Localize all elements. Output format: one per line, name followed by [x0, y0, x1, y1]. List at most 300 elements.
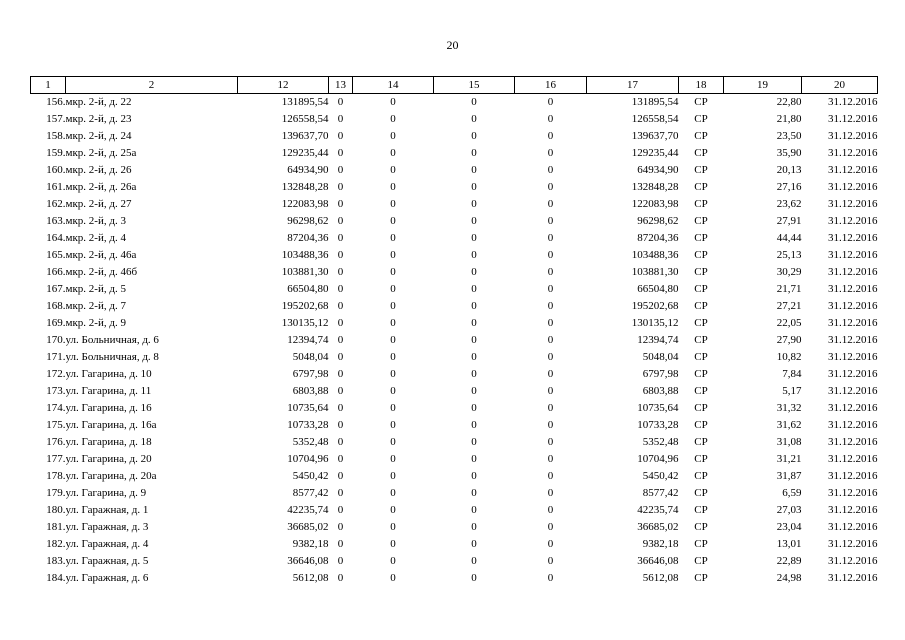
address-cell: мкр. 2-й, д. 3: [65, 215, 126, 227]
value-col17-cell: 36646,08: [637, 555, 679, 567]
value-col13-cell: 0: [337, 266, 344, 278]
value-col13-cell: 0: [337, 283, 344, 295]
value-col16-cell: 0: [547, 351, 554, 363]
value-col12-cell: 9382,18: [292, 538, 329, 550]
code-col18-cell: СР: [694, 317, 708, 329]
value-col15-cell: 0: [471, 96, 477, 108]
value-col13-cell: 0: [337, 113, 344, 125]
row-number-cell: 159.: [46, 147, 66, 159]
value-col15-cell: 0: [471, 368, 477, 380]
value-col19-cell: 27,90: [776, 334, 802, 346]
address-cell: ул. Гагарина, д. 20а: [65, 470, 157, 482]
value-col17-cell: 6803,88: [642, 385, 679, 397]
table-row: [31, 315, 878, 332]
value-col15-cell: 0: [471, 572, 477, 584]
row-number-cell: 172.: [46, 368, 66, 380]
value-col12-cell: 5612,08: [292, 572, 329, 584]
value-col16-cell: 0: [547, 487, 554, 499]
value-col19-cell: 35,90: [776, 147, 802, 159]
value-col14-cell: 0: [390, 266, 396, 278]
date-col20-cell: 31.12.2016: [828, 96, 878, 108]
value-col14-cell: 0: [390, 232, 396, 244]
code-col18-cell: СР: [694, 453, 708, 465]
value-col19-cell: 31,87: [776, 470, 802, 482]
value-col14-cell: 0: [390, 385, 396, 397]
table-row: [31, 94, 878, 112]
value-col16-cell: 0: [547, 385, 554, 397]
value-col15-cell: 0: [471, 470, 477, 482]
value-col19-cell: 22,80: [776, 96, 802, 108]
value-col15-cell: 0: [471, 521, 477, 533]
value-col13-cell: 0: [337, 436, 344, 448]
date-col20-cell: 31.12.2016: [828, 283, 878, 295]
code-col18-cell: СР: [694, 232, 708, 244]
table-row: [31, 162, 878, 179]
value-col17-cell: 8577,42: [642, 487, 679, 499]
value-col17-cell: 129235,44: [631, 147, 679, 159]
value-col14-cell: 0: [390, 130, 396, 142]
code-col18-cell: СР: [694, 266, 708, 278]
code-col18-cell: СР: [694, 555, 708, 567]
value-col13-cell: 0: [337, 419, 344, 431]
value-col15-cell: 0: [471, 249, 477, 261]
value-col12-cell: 10733,28: [287, 419, 329, 431]
value-col19-cell: 24,98: [776, 572, 802, 584]
row-number-cell: 168.: [46, 300, 66, 312]
date-col20-cell: 31.12.2016: [828, 538, 878, 550]
date-col20-cell: 31.12.2016: [828, 215, 878, 227]
table-row: [31, 468, 878, 485]
date-col20-cell: 31.12.2016: [828, 368, 878, 380]
value-col12-cell: 5450,42: [292, 470, 329, 482]
value-col16-cell: 0: [547, 334, 554, 346]
date-col20-cell: 31.12.2016: [828, 385, 878, 397]
table-row: [31, 536, 878, 553]
value-col17-cell: 195202,68: [631, 300, 679, 312]
code-col18-cell: СР: [694, 504, 708, 516]
row-number-cell: 177.: [46, 453, 66, 465]
value-col16-cell: 0: [547, 436, 554, 448]
value-col15-cell: 0: [471, 232, 477, 244]
value-col12-cell: 6803,88: [292, 385, 329, 397]
row-number-cell: 163.: [46, 215, 66, 227]
table-row: [31, 213, 878, 230]
date-col20-cell: 31.12.2016: [828, 419, 878, 431]
value-col16-cell: 0: [547, 402, 554, 414]
row-number-cell: 166.: [46, 266, 66, 278]
row-number-cell: 173.: [46, 385, 66, 397]
value-col13-cell: 0: [337, 96, 344, 108]
address-cell: ул. Гагарина, д. 18: [65, 436, 152, 448]
value-col14-cell: 0: [390, 368, 396, 380]
value-col19-cell: 30,29: [776, 266, 802, 278]
code-col18-cell: СР: [694, 198, 708, 210]
date-col20-cell: 31.12.2016: [828, 232, 878, 244]
address-cell: мкр. 2-й, д. 26: [65, 164, 132, 176]
address-cell: ул. Гаражная, д. 6: [65, 572, 149, 584]
date-col20-cell: 31.12.2016: [828, 351, 878, 363]
table-row: [31, 196, 878, 213]
value-col17-cell: 10704,96: [637, 453, 679, 465]
table-row: [31, 230, 878, 247]
date-col20-cell: 31.12.2016: [828, 504, 878, 516]
value-col14-cell: 0: [390, 572, 396, 584]
address-cell: ул. Гагарина, д. 16а: [65, 419, 157, 431]
value-col12-cell: 129235,44: [281, 147, 329, 159]
row-number-cell: 179.: [46, 487, 66, 499]
value-col15-cell: 0: [471, 436, 477, 448]
value-col14-cell: 0: [390, 164, 396, 176]
address-cell: ул. Гагарина, д. 10: [65, 368, 152, 380]
value-col14-cell: 0: [390, 487, 396, 499]
value-col16-cell: 0: [547, 147, 554, 159]
row-number-cell: 162.: [46, 198, 66, 210]
value-col14-cell: 0: [390, 521, 396, 533]
column-header: 16: [515, 77, 587, 94]
row-number-cell: 182.: [46, 538, 66, 550]
value-col12-cell: 131895,54: [281, 96, 329, 108]
table-row: [31, 349, 878, 366]
value-col16-cell: 0: [547, 555, 554, 567]
value-col15-cell: 0: [471, 334, 477, 346]
value-col14-cell: 0: [390, 198, 396, 210]
value-col19-cell: 44,44: [776, 232, 802, 244]
value-col15-cell: 0: [471, 555, 477, 567]
value-col13-cell: 0: [337, 317, 344, 329]
value-col16-cell: 0: [547, 249, 554, 261]
address-cell: ул. Больничная, д. 6: [65, 334, 159, 346]
code-col18-cell: СР: [694, 419, 708, 431]
value-col12-cell: 42235,74: [287, 504, 329, 516]
value-col12-cell: 66504,80: [287, 283, 329, 295]
value-col19-cell: 31,62: [776, 419, 802, 431]
value-col12-cell: 126558,54: [281, 113, 329, 125]
value-col19-cell: 27,91: [776, 215, 802, 227]
column-header: 12: [238, 77, 329, 94]
value-col14-cell: 0: [390, 504, 396, 516]
address-cell: мкр. 2-й, д. 24: [65, 130, 132, 142]
date-col20-cell: 31.12.2016: [828, 147, 878, 159]
row-number-cell: 183.: [46, 555, 66, 567]
table-row: [31, 179, 878, 196]
address-cell: ул. Гагарина, д. 11: [65, 385, 152, 397]
table-row: [31, 485, 878, 502]
value-col16-cell: 0: [547, 453, 554, 465]
value-col17-cell: 5048,04: [642, 351, 679, 363]
value-col13-cell: 0: [337, 470, 344, 482]
value-col16-cell: 0: [547, 181, 554, 193]
value-col14-cell: 0: [390, 436, 396, 448]
row-number-cell: 164.: [46, 232, 66, 244]
row-number-cell: 160.: [46, 164, 66, 176]
value-col17-cell: 126558,54: [631, 113, 679, 125]
value-col14-cell: 0: [390, 147, 396, 159]
date-col20-cell: 31.12.2016: [828, 470, 878, 482]
row-number-cell: 161.: [46, 181, 66, 193]
column-header: 13: [329, 77, 353, 94]
value-col15-cell: 0: [471, 538, 477, 550]
value-col13-cell: 0: [337, 130, 344, 142]
value-col12-cell: 96298,62: [287, 215, 329, 227]
value-col15-cell: 0: [471, 113, 477, 125]
register-table: [30, 76, 878, 587]
value-col19-cell: 7,84: [782, 368, 802, 380]
table-row: [31, 145, 878, 162]
date-col20-cell: 31.12.2016: [828, 198, 878, 210]
value-col14-cell: 0: [390, 538, 396, 550]
value-col13-cell: 0: [337, 487, 344, 499]
value-col16-cell: 0: [547, 572, 554, 584]
value-col14-cell: 0: [390, 249, 396, 261]
value-col16-cell: 0: [547, 317, 554, 329]
value-col12-cell: 10704,96: [287, 453, 329, 465]
value-col14-cell: 0: [390, 453, 396, 465]
address-cell: мкр. 2-й, д. 23: [65, 113, 132, 125]
date-col20-cell: 31.12.2016: [828, 181, 878, 193]
value-col19-cell: 27,03: [776, 504, 802, 516]
value-col19-cell: 5,17: [782, 385, 802, 397]
value-col12-cell: 36646,08: [287, 555, 329, 567]
code-col18-cell: СР: [694, 538, 708, 550]
row-number-cell: 157.: [46, 113, 66, 125]
address-cell: мкр. 2-й, д. 9: [65, 317, 126, 329]
address-cell: ул. Гагарина, д. 16: [65, 402, 152, 414]
value-col12-cell: 87204,36: [287, 232, 329, 244]
value-col17-cell: 139637,70: [631, 130, 679, 142]
value-col15-cell: 0: [471, 215, 477, 227]
value-col16-cell: 0: [547, 113, 554, 125]
header-row: [31, 77, 878, 94]
address-cell: ул. Гаражная, д. 5: [65, 555, 149, 567]
code-col18-cell: СР: [694, 402, 708, 414]
date-col20-cell: 31.12.2016: [828, 487, 878, 499]
value-col13-cell: 0: [337, 555, 344, 567]
code-col18-cell: СР: [694, 436, 708, 448]
value-col17-cell: 10735,64: [637, 402, 679, 414]
value-col17-cell: 66504,80: [637, 283, 679, 295]
value-col19-cell: 13,01: [776, 538, 802, 550]
value-col16-cell: 0: [547, 521, 554, 533]
value-col17-cell: 103488,36: [631, 249, 679, 261]
code-col18-cell: СР: [694, 300, 708, 312]
date-col20-cell: 31.12.2016: [828, 249, 878, 261]
value-col13-cell: 0: [337, 249, 344, 261]
value-col14-cell: 0: [390, 113, 396, 125]
table-row: [31, 451, 878, 468]
value-col12-cell: 103488,36: [281, 249, 329, 261]
address-cell: ул. Больничная, д. 8: [65, 351, 159, 363]
value-col12-cell: 122083,98: [281, 198, 329, 210]
value-col15-cell: 0: [471, 266, 477, 278]
table-row: [31, 111, 878, 128]
code-col18-cell: СР: [694, 368, 708, 380]
value-col12-cell: 12394,74: [287, 334, 329, 346]
date-col20-cell: 31.12.2016: [828, 113, 878, 125]
value-col12-cell: 132848,28: [281, 181, 329, 193]
value-col13-cell: 0: [337, 147, 344, 159]
value-col12-cell: 139637,70: [281, 130, 329, 142]
value-col14-cell: 0: [390, 470, 396, 482]
value-col12-cell: 5048,04: [292, 351, 329, 363]
value-col16-cell: 0: [547, 198, 554, 210]
address-cell: мкр. 2-й, д. 4: [65, 232, 126, 244]
address-cell: мкр. 2-й, д. 46а: [65, 249, 137, 261]
value-col14-cell: 0: [390, 96, 396, 108]
value-col15-cell: 0: [471, 283, 477, 295]
value-col19-cell: 23,04: [776, 521, 802, 533]
date-col20-cell: 31.12.2016: [828, 317, 878, 329]
date-col20-cell: 31.12.2016: [828, 266, 878, 278]
table-row: [31, 247, 878, 264]
value-col17-cell: 42235,74: [637, 504, 679, 516]
row-number-cell: 171.: [46, 351, 66, 363]
column-header: 15: [434, 77, 515, 94]
column-header: 19: [724, 77, 802, 94]
row-number-cell: 165.: [46, 249, 66, 261]
value-col19-cell: 20,13: [776, 164, 802, 176]
value-col12-cell: 130135,12: [281, 317, 329, 329]
date-col20-cell: 31.12.2016: [828, 402, 878, 414]
value-col15-cell: 0: [471, 181, 477, 193]
value-col16-cell: 0: [547, 130, 554, 142]
code-col18-cell: СР: [694, 470, 708, 482]
value-col13-cell: 0: [337, 300, 344, 312]
row-number-cell: 184.: [46, 572, 66, 584]
value-col16-cell: 0: [547, 300, 554, 312]
value-col14-cell: 0: [390, 334, 396, 346]
value-col17-cell: 6797,98: [642, 368, 679, 380]
value-col16-cell: 0: [547, 266, 554, 278]
row-number-cell: 158.: [46, 130, 66, 142]
value-col15-cell: 0: [471, 147, 477, 159]
value-col15-cell: 0: [471, 351, 477, 363]
value-col16-cell: 0: [547, 164, 554, 176]
code-col18-cell: СР: [694, 487, 708, 499]
address-cell: мкр. 2-й, д. 22: [65, 96, 132, 108]
value-col19-cell: 31,32: [776, 402, 802, 414]
address-cell: мкр. 2-й, д. 5: [65, 283, 126, 295]
value-col14-cell: 0: [390, 215, 396, 227]
value-col19-cell: 21,71: [776, 283, 802, 295]
code-col18-cell: СР: [694, 147, 708, 159]
row-number-cell: 176.: [46, 436, 66, 448]
value-col15-cell: 0: [471, 385, 477, 397]
value-col19-cell: 23,50: [776, 130, 802, 142]
code-col18-cell: СР: [694, 215, 708, 227]
code-col18-cell: СР: [694, 283, 708, 295]
table-row: [31, 553, 878, 570]
code-col18-cell: СР: [694, 164, 708, 176]
value-col13-cell: 0: [337, 351, 344, 363]
value-col15-cell: 0: [471, 317, 477, 329]
value-col17-cell: 12394,74: [637, 334, 679, 346]
value-col19-cell: 31,21: [776, 453, 802, 465]
table-row: [31, 519, 878, 536]
column-header: 20: [802, 77, 878, 94]
code-col18-cell: СР: [694, 96, 708, 108]
value-col13-cell: 0: [337, 385, 344, 397]
value-col12-cell: 6797,98: [292, 368, 329, 380]
value-col19-cell: 6,59: [782, 487, 802, 499]
value-col19-cell: 10,82: [776, 351, 802, 363]
date-col20-cell: 31.12.2016: [828, 164, 878, 176]
date-col20-cell: 31.12.2016: [828, 334, 878, 346]
value-col12-cell: 36685,02: [287, 521, 329, 533]
value-col12-cell: 103881,30: [281, 266, 329, 278]
value-col13-cell: 0: [337, 453, 344, 465]
value-col13-cell: 0: [337, 232, 344, 244]
value-col17-cell: 130135,12: [631, 317, 679, 329]
code-col18-cell: СР: [694, 130, 708, 142]
row-number-cell: 180.: [46, 504, 66, 516]
value-col14-cell: 0: [390, 181, 396, 193]
value-col13-cell: 0: [337, 164, 344, 176]
value-col19-cell: 23,62: [776, 198, 802, 210]
address-cell: ул. Гагарина, д. 9: [65, 487, 147, 499]
date-col20-cell: 31.12.2016: [828, 453, 878, 465]
value-col14-cell: 0: [390, 351, 396, 363]
value-col12-cell: 64934,90: [287, 164, 329, 176]
value-col15-cell: 0: [471, 419, 477, 431]
table-row: [31, 264, 878, 281]
table-row: [31, 366, 878, 383]
value-col14-cell: 0: [390, 419, 396, 431]
value-col19-cell: 21,80: [776, 113, 802, 125]
column-header: 17: [587, 77, 679, 94]
column-header: 14: [353, 77, 434, 94]
table-row: [31, 570, 878, 587]
table-row: [31, 383, 878, 400]
value-col16-cell: 0: [547, 283, 554, 295]
date-col20-cell: 31.12.2016: [828, 436, 878, 448]
value-col15-cell: 0: [471, 453, 477, 465]
date-col20-cell: 31.12.2016: [828, 572, 878, 584]
value-col14-cell: 0: [390, 555, 396, 567]
value-col13-cell: 0: [337, 181, 344, 193]
value-col17-cell: 5450,42: [642, 470, 679, 482]
table-row: [31, 281, 878, 298]
value-col13-cell: 0: [337, 198, 344, 210]
code-col18-cell: СР: [694, 572, 708, 584]
value-col13-cell: 0: [337, 504, 344, 516]
code-col18-cell: СР: [694, 351, 708, 363]
table-row: [31, 417, 878, 434]
value-col17-cell: 131895,54: [631, 96, 679, 108]
row-number-cell: 156.: [46, 96, 66, 108]
value-col15-cell: 0: [471, 300, 477, 312]
value-col17-cell: 9382,18: [642, 538, 679, 550]
value-col15-cell: 0: [471, 198, 477, 210]
table-row: [31, 332, 878, 349]
value-col14-cell: 0: [390, 317, 396, 329]
row-number-cell: 174.: [46, 402, 66, 414]
code-col18-cell: СР: [694, 385, 708, 397]
table-row: [31, 502, 878, 519]
value-col17-cell: 10733,28: [637, 419, 679, 431]
value-col14-cell: 0: [390, 283, 396, 295]
value-col19-cell: 25,13: [776, 249, 802, 261]
value-col13-cell: 0: [337, 402, 344, 414]
table-row: [31, 128, 878, 145]
value-col19-cell: 31,08: [776, 436, 802, 448]
value-col17-cell: 5352,48: [642, 436, 679, 448]
value-col16-cell: 0: [547, 538, 554, 550]
value-col15-cell: 0: [471, 402, 477, 414]
column-header: 2: [66, 77, 238, 94]
value-col17-cell: 5612,08: [642, 572, 679, 584]
value-col14-cell: 0: [390, 402, 396, 414]
value-col12-cell: 195202,68: [281, 300, 329, 312]
